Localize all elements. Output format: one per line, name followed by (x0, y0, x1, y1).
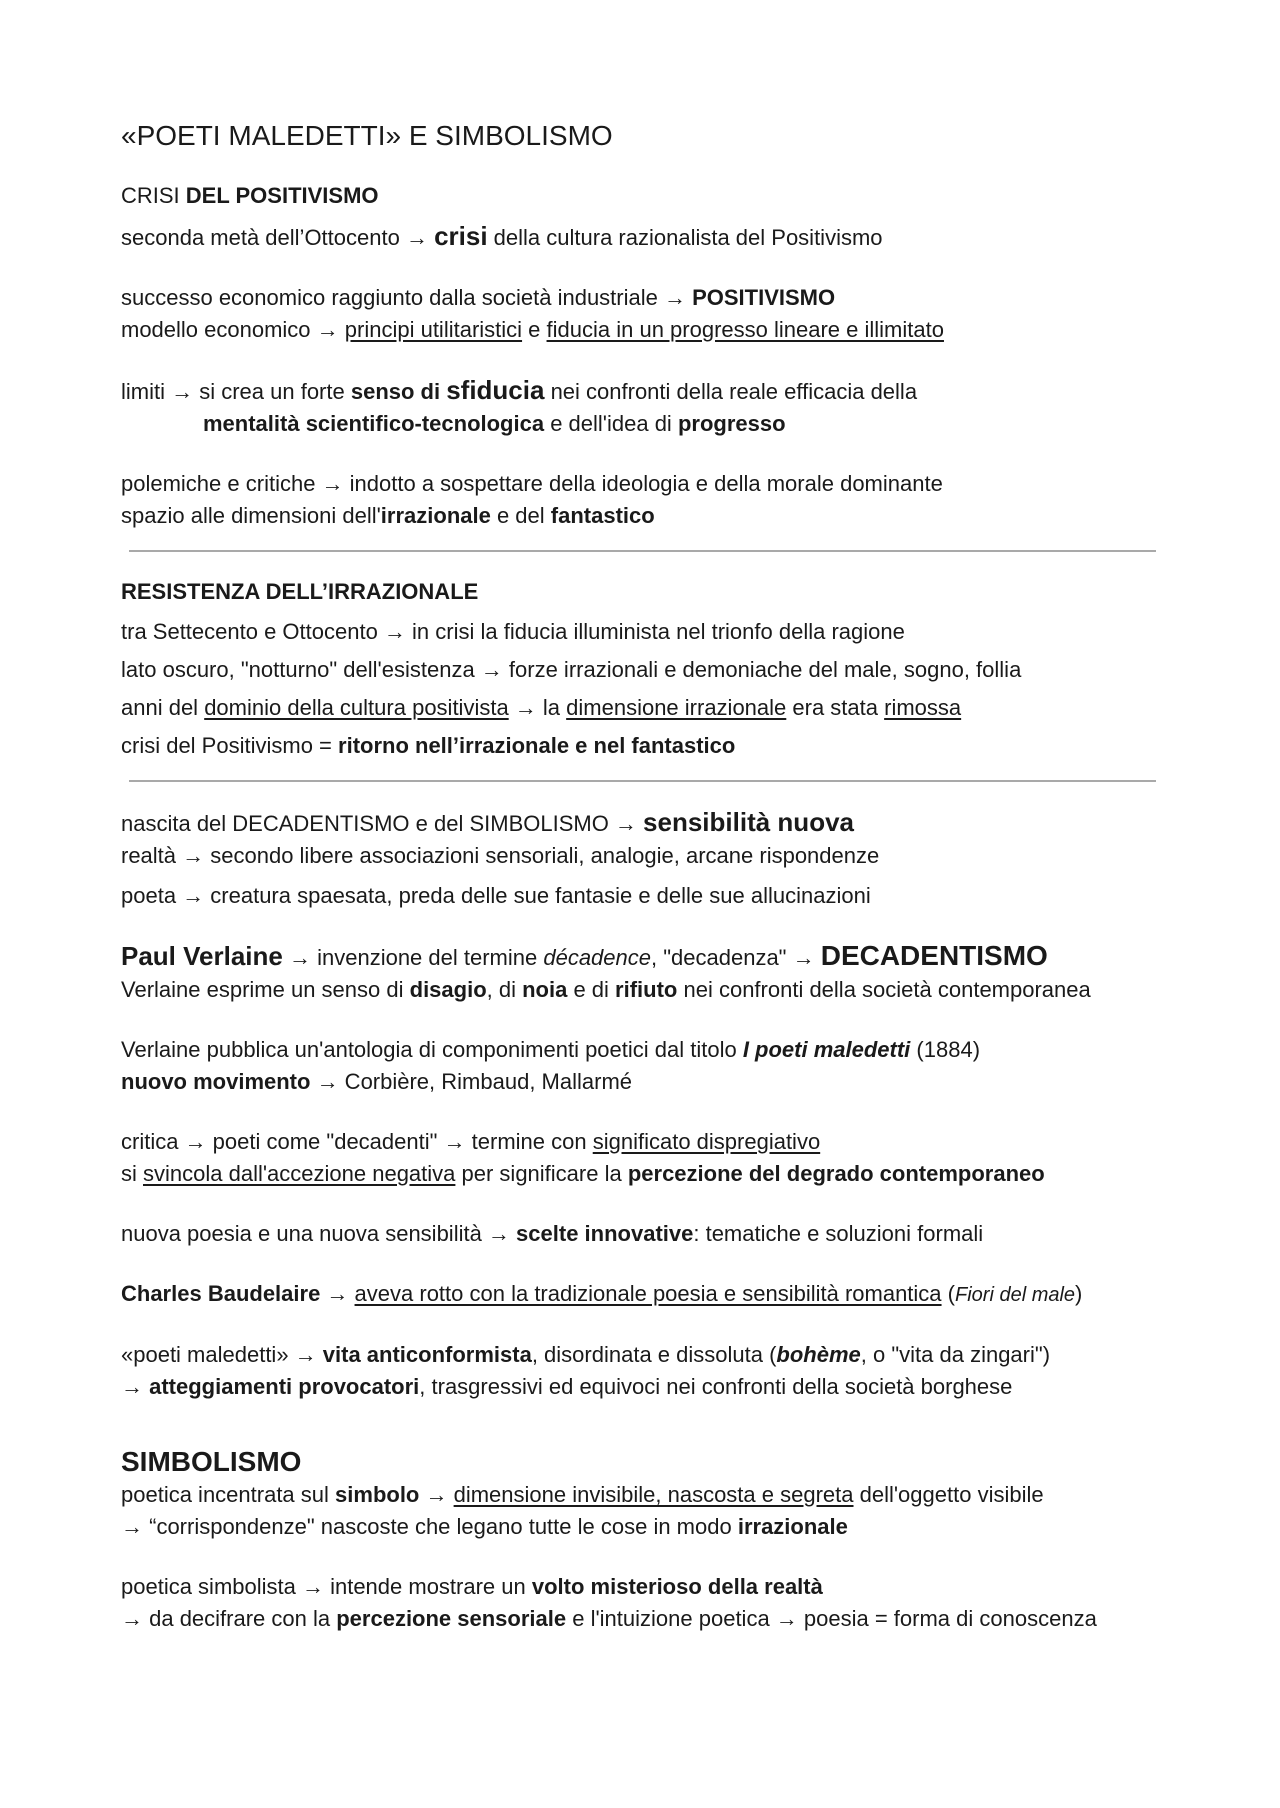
bold-text: percezione del degrado contemporaneo (627, 1161, 1045, 1186)
text: Verlaine pubblica un'antologia di componimenti poetici dal titolo (121, 1037, 743, 1062)
heading-text: CRISI (121, 183, 186, 208)
text: per significare la (455, 1161, 628, 1186)
section-heading: RESISTENZA DELL’IRRAZIONALE (121, 579, 479, 604)
underlined-text: dominio della cultura positivista (204, 695, 509, 720)
text-line (121, 408, 1180, 440)
text: → Corbière, Rimbaud, Mallarmé (310, 1069, 632, 1094)
underlined-text: principi utilitaristici (344, 317, 523, 342)
heading-bold: DEL POSITIVISMO (185, 183, 379, 208)
text: Verlaine esprime un senso di (121, 977, 410, 1002)
text: e (522, 317, 547, 342)
bold-text: ritorno nell’irrazionale e nel fantastico (338, 733, 736, 758)
bold-text: nuovo movimento (121, 1069, 311, 1094)
underlined-text: svincola dall'accezione negativa (143, 1161, 456, 1186)
bold-text: percezione sensoriale (336, 1606, 567, 1631)
bold-text: Paul Verlaine (121, 941, 283, 971)
page-title: «POETI MALEDETTI» E SIMBOLISMO (121, 120, 613, 151)
text: poetica simbolista → intende mostrare un (121, 1574, 532, 1599)
text-line (121, 1034, 1180, 1066)
text-line (121, 500, 1180, 532)
text-line (121, 1571, 1180, 1603)
text: crisi del Positivismo = (121, 733, 339, 758)
text-line (121, 1511, 1180, 1543)
bold-italic-text: I poeti maledetti (742, 1037, 911, 1062)
text: successo economico raggiunto dalla società industriale → (121, 285, 693, 310)
text-line (121, 1278, 1180, 1311)
text: si (121, 1161, 143, 1186)
bold-text: Charles Baudelaire (121, 1281, 321, 1306)
text: «poeti maledetti» → (121, 1342, 323, 1367)
italic-text: Fiori del male (955, 1284, 1076, 1306)
underlined-text: rimossa (884, 695, 962, 720)
text: ) (1075, 1281, 1083, 1306)
text-line: realtà → secondo libere associazioni sensoriali, analogie, arcane rispondenze (121, 843, 880, 868)
text: e di (567, 977, 616, 1002)
text-line (121, 1479, 1180, 1511)
underlined-text: dimensione irrazionale (566, 695, 787, 720)
text: → “corrispondenze" nascoste che legano tutte le cose in modo (121, 1514, 738, 1539)
section-decadentismo (121, 806, 1180, 1403)
bold-text: DECADENTISMO (820, 940, 1048, 971)
section-heading: SIMBOLISMO (121, 1446, 302, 1477)
text: ( (941, 1281, 955, 1306)
text-line (121, 374, 1180, 408)
text: era stata (786, 695, 885, 720)
text-line (121, 220, 1180, 254)
text: → (419, 1482, 454, 1507)
text: → (121, 1374, 150, 1399)
bold-text: atteggiamenti provocatori (149, 1374, 420, 1399)
text-line (121, 1158, 1180, 1190)
text: e l'intuizione poetica → poesia = forma di conoscenza (566, 1606, 1097, 1631)
text-line (121, 730, 1180, 762)
text: anni del (121, 695, 205, 720)
bold-text: irrazionale (737, 1514, 848, 1539)
text: → la (508, 695, 567, 720)
underlined-text: significato dispregiativo (592, 1129, 821, 1154)
text: , "decadenza" → (651, 945, 821, 970)
divider (129, 550, 1156, 552)
section-simbolismo (121, 1445, 1180, 1635)
text: (1884) (910, 1037, 981, 1062)
bold-text: rifiuto (615, 977, 678, 1002)
section-heading (121, 180, 1180, 212)
bold-text: volto misterioso della realtà (531, 1574, 823, 1599)
text-line (121, 940, 1180, 974)
text-line (121, 1371, 1180, 1403)
bold-text: fantastico (550, 503, 655, 528)
text: nei confronti della reale efficacia della (544, 379, 918, 404)
section-crisi-positivismo (121, 180, 1180, 532)
text-line (121, 1126, 1180, 1158)
text-line (121, 806, 1180, 840)
text-line (121, 1066, 1180, 1098)
text: seconda metà dell’Ottocento → (121, 225, 435, 250)
text: , o "vita da zingari") (860, 1342, 1051, 1367)
bold-text: vita anticonformista (322, 1342, 532, 1367)
bold-text: scelte innovative (516, 1221, 694, 1246)
text: e del (490, 503, 551, 528)
bold-text: mentalità scientifico-tecnologica (203, 411, 545, 436)
bold-text: irrazionale (380, 503, 491, 528)
bold-text: simbolo (335, 1482, 420, 1507)
text: modello economico → (121, 317, 345, 342)
text-line (121, 314, 1180, 346)
divider (129, 780, 1156, 782)
text: → invenzione del termine (282, 945, 544, 970)
text: nei confronti della società contemporanea (677, 977, 1091, 1002)
text: , disordinata e dissoluta ( (531, 1342, 777, 1367)
text-line: polemiche e critiche → indotto a sospettare della ideologia e della morale dominante (121, 471, 943, 496)
bold-text: noia (522, 977, 568, 1002)
bold-text: crisi (434, 221, 488, 251)
text: dell'oggetto visibile (853, 1482, 1044, 1507)
text-line (121, 692, 1180, 724)
text: → (320, 1281, 355, 1306)
text: : tematiche e soluzioni formali (693, 1221, 984, 1246)
text: limiti → si crea un forte (121, 379, 351, 404)
bold-text: disagio (409, 977, 487, 1002)
text-line (121, 1218, 1180, 1250)
text: nascita del DECADENTISMO e del SIMBOLISMO → (121, 811, 644, 836)
text-line (121, 1339, 1180, 1371)
text-line (121, 1603, 1180, 1635)
text: poetica incentrata sul (121, 1482, 336, 1507)
bold-text: progresso (677, 411, 786, 436)
text-line: poeta → creatura spaesata, preda delle sue fantasie e delle sue allucinazioni (121, 883, 871, 908)
underlined-text: fiducia in un progresso lineare e illimitato (546, 317, 944, 342)
text: , trasgressivi ed equivoci nei confronti della società borghese (419, 1374, 1013, 1399)
text: nuova poesia e una nuova sensibilità → (121, 1221, 517, 1246)
bold-text: sensibilità nuova (643, 807, 854, 837)
text-line: lato oscuro, "notturno" dell'esistenza → forze irrazionali e demoniache del male, sogno, follia (121, 657, 1022, 682)
text-line (121, 974, 1180, 1006)
text-line: tra Settecento e Ottocento → in crisi la fiducia illuminista nel trionfo della ragione (121, 619, 905, 644)
bold-text: POSITIVISMO (692, 285, 836, 310)
section-resistenza-irrazionale (121, 576, 1180, 762)
underlined-text: aveva rotto con la tradizionale poesia e sensibilità romantica (354, 1281, 942, 1306)
text: della cultura razionalista del Positivismo (487, 225, 883, 250)
bold-text: senso di (350, 379, 447, 404)
text: critica → poeti come "decadenti" → termine con (121, 1129, 593, 1154)
text: e dell'idea di (544, 411, 678, 436)
italic-text: décadence (543, 945, 651, 970)
text-line (121, 282, 1180, 314)
bold-italic-text: bohème (776, 1342, 861, 1367)
text: , di (486, 977, 523, 1002)
text: → da decifrare con la (121, 1606, 337, 1631)
text: spazio alle dimensioni dell' (121, 503, 381, 528)
bold-text: sfiducia (446, 375, 545, 405)
underlined-text: dimensione invisibile, nascosta e segreta (453, 1482, 854, 1507)
